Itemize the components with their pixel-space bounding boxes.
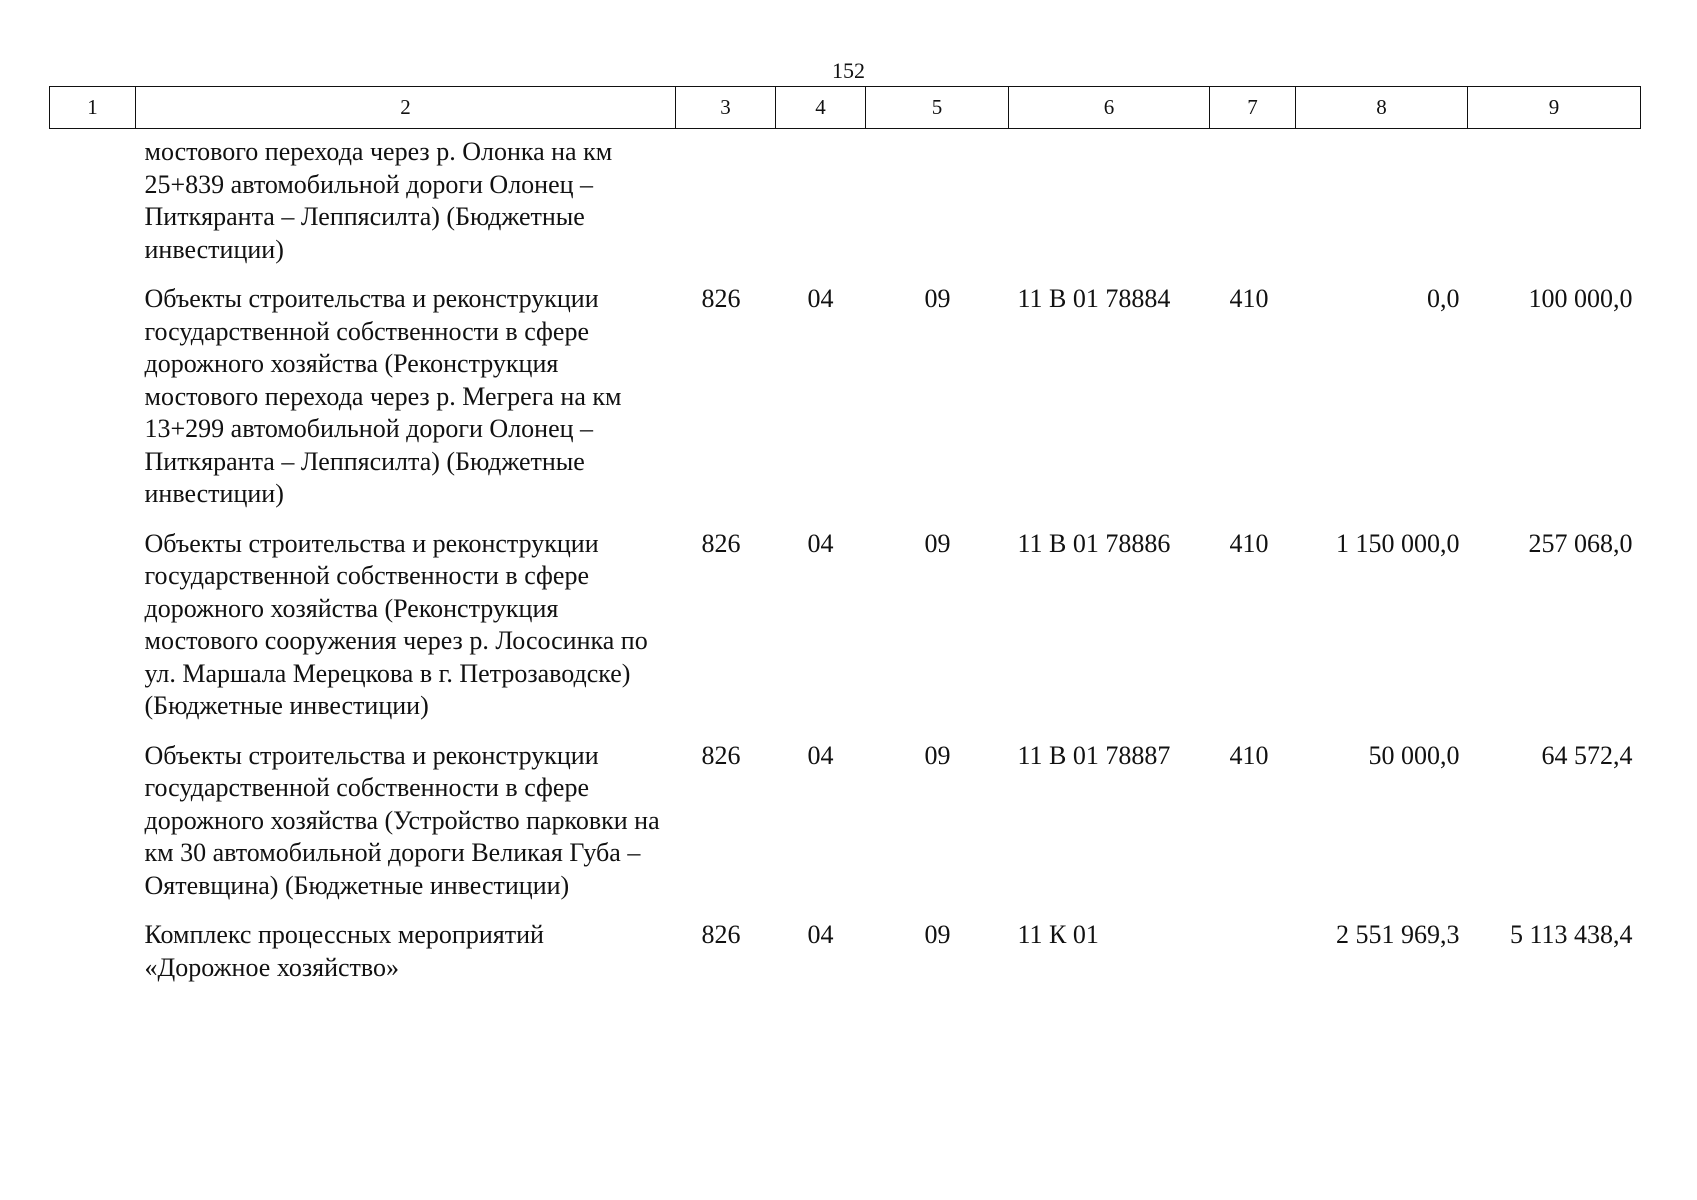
table-row	[50, 283, 1641, 528]
header-col-9: 9	[1468, 87, 1641, 129]
expense-kind-cell: 410	[1229, 284, 1269, 313]
admin-code-cell: 826	[701, 920, 741, 949]
page-number: 152	[832, 58, 865, 83]
sum-col-9-cell: 5 113 438,4	[1509, 920, 1633, 949]
subsection-code-cell	[866, 129, 1009, 284]
row-name-cell: Объекты строительства и реконструкции государственной собственности в сфере дорожного хозяйства (Реконструкция мостового перехода через р. Мегрега на км 13+299 автомобильной дороги Олонец – Питкяранта – Леппясилта) (Бюджетные инвестиции)	[144, 284, 622, 508]
admin-code-cell: 826	[701, 740, 741, 770]
header-col-6: 6	[1009, 87, 1210, 129]
admin-code-cell: 826	[701, 284, 741, 313]
table-header	[50, 87, 1641, 129]
expense-kind-cell	[1210, 919, 1296, 1001]
sum-col-9-cell	[1468, 129, 1641, 284]
section-code-cell: 04	[807, 920, 834, 949]
sum-col-8-cell: 2 551 969,3	[1336, 920, 1460, 949]
expense-kind-cell: 410	[1229, 528, 1269, 558]
sum-col-8-cell: 50 000,0	[1368, 740, 1460, 770]
table-row	[50, 528, 1641, 740]
header-col-8: 8	[1296, 87, 1468, 129]
sum-col-9-cell: 257 068,0	[1528, 528, 1633, 558]
expense-kind-cell: 410	[1229, 740, 1269, 770]
table-row	[50, 740, 1641, 920]
section-code-cell: 04	[807, 740, 834, 770]
sum-col-8-cell: 1 150 000,0	[1336, 528, 1460, 558]
row-name-cell: Комплекс процессных мероприятий «Дорожное хозяйство»	[144, 920, 544, 982]
section-code-cell: 04	[807, 284, 834, 313]
header-row	[50, 87, 1641, 129]
row-number-cell	[50, 919, 136, 1001]
row-number-cell	[50, 528, 136, 740]
header-col-3: 3	[676, 87, 776, 129]
header-col-5: 5	[866, 87, 1009, 129]
header-col-1: 1	[50, 87, 136, 129]
row-name-cell: Объекты строительства и реконструкции государственной собственности в сфере дорожного хозяйства (Устройство парковки на км 30 автомобильной дороги Великая Губа – Оятевщина) (Бюджетные инвестиции)	[144, 740, 660, 900]
header-col-2: 2	[136, 87, 676, 129]
table-row	[50, 129, 1641, 284]
sum-col-8-cell: 0,0	[1427, 284, 1460, 313]
sum-col-9-cell: 100 000,0	[1528, 284, 1633, 313]
expense-kind-cell	[1210, 129, 1296, 284]
target-article-cell: 11 В 01 78887	[1017, 740, 1171, 770]
section-code-cell: 04	[807, 528, 834, 558]
row-number-cell	[50, 283, 136, 528]
target-article-cell: 11 В 01 78886	[1017, 528, 1171, 558]
sum-col-9-cell: 64 572,4	[1541, 740, 1633, 770]
admin-code-cell	[676, 129, 776, 284]
section-code-cell	[776, 129, 866, 284]
row-name-cell: Объекты строительства и реконструкции государственной собственности в сфере дорожного хозяйства (Реконструкция мостового сооружения через р. Лососинка по ул. Маршала Мерецкова в г. Петрозаводске) (Бюджетные инвестиции)	[144, 528, 648, 720]
budget-table	[49, 86, 1641, 1001]
subsection-code-cell: 09	[924, 528, 951, 558]
target-article-cell: 11 К 01	[1017, 920, 1099, 949]
row-name-cell: мостового перехода через р. Олонка на км 25+839 автомобильной дороги Олонец – Питкяранта – Леппясилта) (Бюджетные инвестиции)	[144, 137, 613, 264]
subsection-code-cell: 09	[924, 284, 951, 313]
row-number-cell	[50, 740, 136, 920]
target-article-cell: 11 В 01 78884	[1017, 284, 1171, 313]
subsection-code-cell: 09	[924, 740, 951, 770]
table-row	[50, 919, 1641, 1001]
subsection-code-cell: 09	[924, 920, 951, 949]
target-article-cell	[1009, 129, 1210, 284]
header-col-4: 4	[776, 87, 866, 129]
row-number-cell	[50, 129, 136, 284]
table-body	[50, 129, 1641, 1002]
header-col-7: 7	[1210, 87, 1296, 129]
admin-code-cell: 826	[701, 528, 741, 558]
sum-col-8-cell	[1296, 129, 1468, 284]
